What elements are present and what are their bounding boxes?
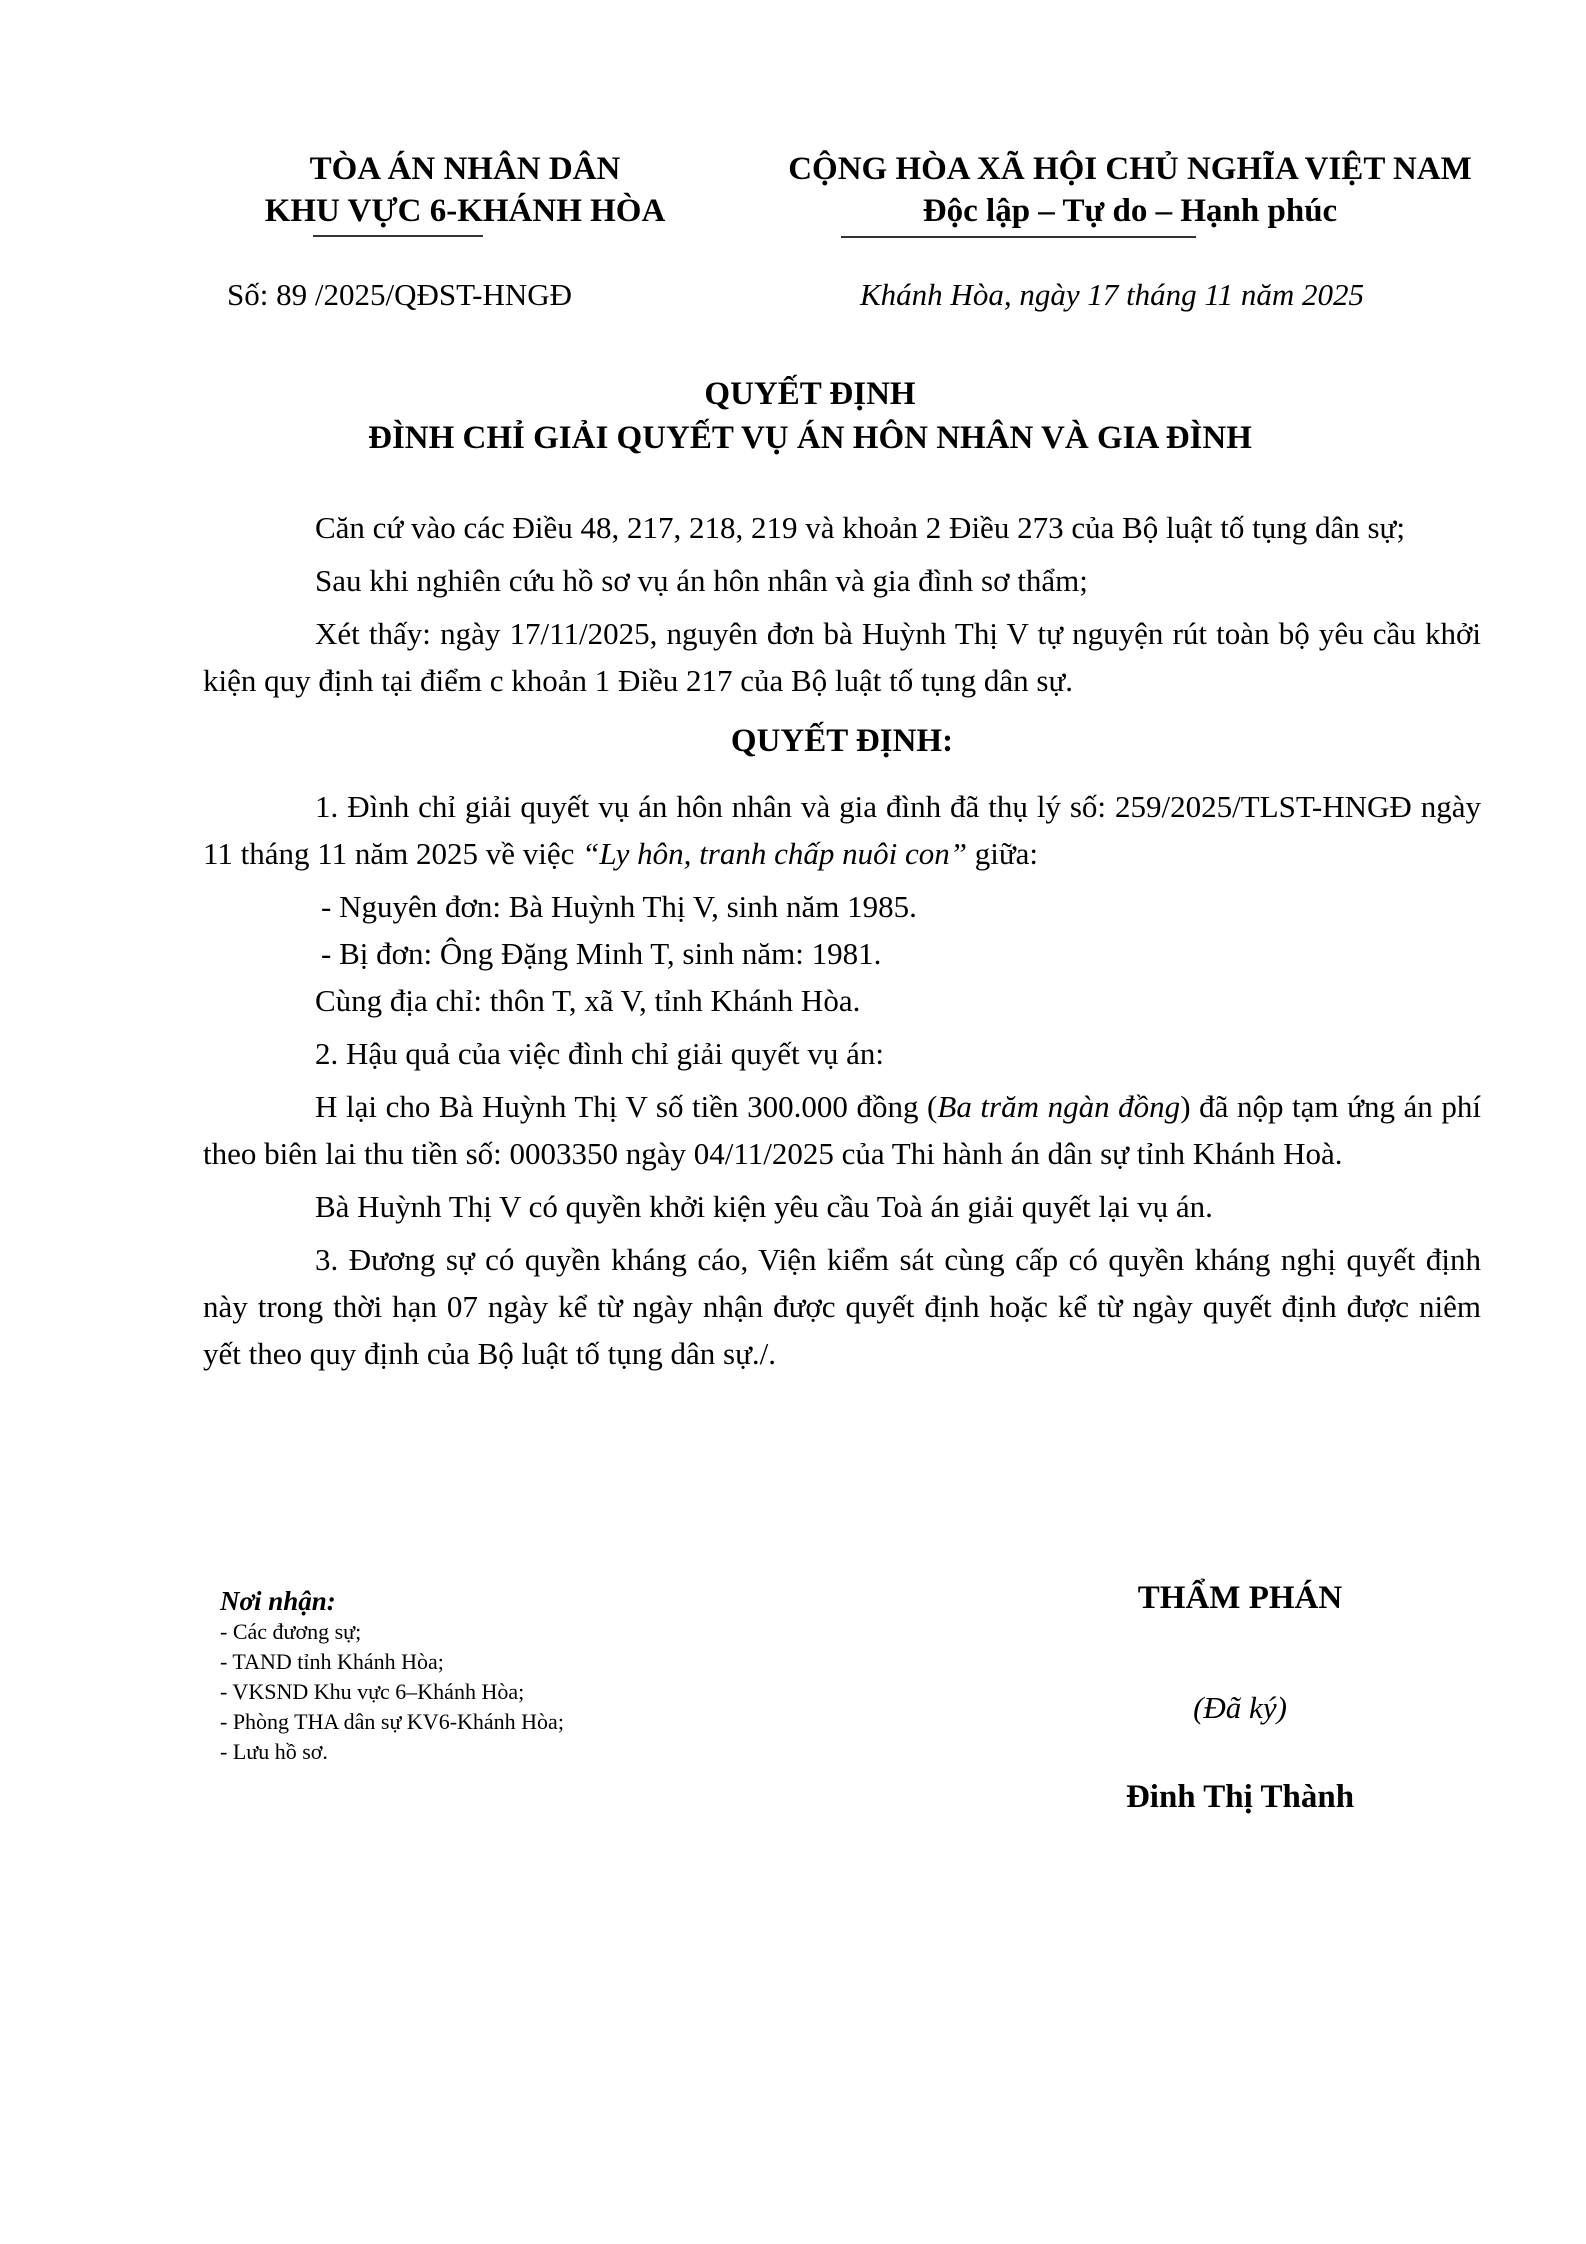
decision-item-2: 2. Hậu quả của việc đình chỉ giải quyết vụ án: xyxy=(315,1036,885,1071)
title-line1: QUYẾT ĐỊNH xyxy=(704,376,916,412)
signature-block xyxy=(1050,1580,1430,1816)
plaintiff: - Nguyên đơn: Bà Huỳnh Thị V, sinh năm 1985. xyxy=(321,889,917,924)
decision-item-3: 3. Đương sự có quyền kháng cáo, Viện kiểm sát cùng cấp có quyền kháng nghị quyết định này trong thời hạn 07 ngày kể từ ngày nhận được quyết định hoặc kể từ ngày quyết định được niêm yết theo quy định của Bộ luật tố tụng dân sự./. xyxy=(203,1242,1481,1371)
place-date: Khánh Hòa, ngày 17 tháng 11 năm 2025 xyxy=(860,277,1365,312)
document-body xyxy=(203,504,1481,1383)
address: Cùng địa chỉ: thôn T, xã V, tỉnh Khánh Hòa. xyxy=(315,983,861,1018)
refund-amount-words: Ba trăm ngàn đồng xyxy=(937,1089,1181,1124)
country-name: CỘNG HÒA XÃ HỘI CHỦ NGHĨA VIỆT NAM xyxy=(788,151,1472,187)
decision-heading: QUYẾT ĐỊNH: xyxy=(730,723,954,759)
signed-note: (Đã ký) xyxy=(1193,1690,1287,1725)
recipient-item: - VKSND Khu vực 6–Khánh Hòa; xyxy=(220,1679,525,1704)
issuing-authority xyxy=(200,148,730,232)
recipient-item: - Phòng THA dân sự KV6-Khánh Hòa; xyxy=(220,1709,564,1734)
defendant: - Bị đơn: Ông Đặng Minh T, sinh năm: 1981. xyxy=(321,936,882,971)
decision-item-1 xyxy=(203,783,1481,877)
item1-text: 1. Đình chỉ giải quyết vụ án hôn nhân và gia đình đã thụ lý số: 259/2025/TLST-HNGĐ ngày 11 tháng 11 năm 2025 về việc xyxy=(203,789,1481,871)
document-number: Số: 89 /2025/QĐST-HNGĐ xyxy=(227,277,573,312)
item1-tail: giữa: xyxy=(966,836,1039,871)
case-subject: “Ly hôn, tranh chấp nuôi con” xyxy=(582,836,967,871)
recipient-item: - TAND tỉnh Khánh Hòa; xyxy=(220,1649,444,1674)
court-region: KHU VỰC 6-KHÁNH HÒA xyxy=(264,193,666,229)
motto-underline xyxy=(841,236,1196,238)
court-name: TÒA ÁN NHÂN DÂN xyxy=(309,151,621,187)
authority-underline xyxy=(313,235,483,237)
signer-title: THẨM PHÁN xyxy=(1137,1580,1343,1616)
recipient-item: - Lưu hồ sơ. xyxy=(220,1739,328,1764)
signer-name: Đinh Thị Thành xyxy=(1125,1779,1355,1815)
fee-refund xyxy=(203,1083,1481,1177)
preamble-finding: Xét thấy: ngày 17/11/2025, nguyên đơn bà Huỳnh Thị V tự nguyện rút toàn bộ yêu cầu khởi kiện quy định tại điểm c khoản 1 Điều 217 của Bộ luật tố tụng dân sự. xyxy=(203,616,1481,698)
preamble-legal-basis: Căn cứ vào các Điều 48, 217, 218, 219 và khoản 2 Điều 273 của Bộ luật tố tụng dân sự; xyxy=(315,510,1405,545)
preamble-review: Sau khi nghiên cứu hồ sơ vụ án hôn nhân và gia đình sơ thẩm; xyxy=(315,563,1088,598)
refund-post: ) đã nộp tạm ứng án phí theo biên lai thu tiền số: 0003350 ngày 04/11/2025 của Thi hành án dân sự tỉnh Khánh Hoà. xyxy=(203,1089,1482,1171)
right-to-sue: Bà Huỳnh Thị V có quyền khởi kiện yêu cầu Toà án giải quyết lại vụ án. xyxy=(315,1189,1213,1224)
recipients-title: Nơi nhận: xyxy=(220,1586,336,1616)
title-line2: ĐÌNH CHỈ GIẢI QUYẾT VỤ ÁN HÔN NHÂN VÀ GIA ĐÌNH xyxy=(368,420,1252,456)
refund-pre: H lại cho Bà Huỳnh Thị V số tiền 300.000 đồng ( xyxy=(315,1089,938,1124)
motto: Độc lập – Tự do – Hạnh phúc xyxy=(922,193,1338,229)
recipient-item: - Các đương sự; xyxy=(220,1619,362,1644)
national-motto xyxy=(750,148,1510,232)
document-title xyxy=(200,372,1420,460)
recipients-block xyxy=(220,1585,564,1767)
